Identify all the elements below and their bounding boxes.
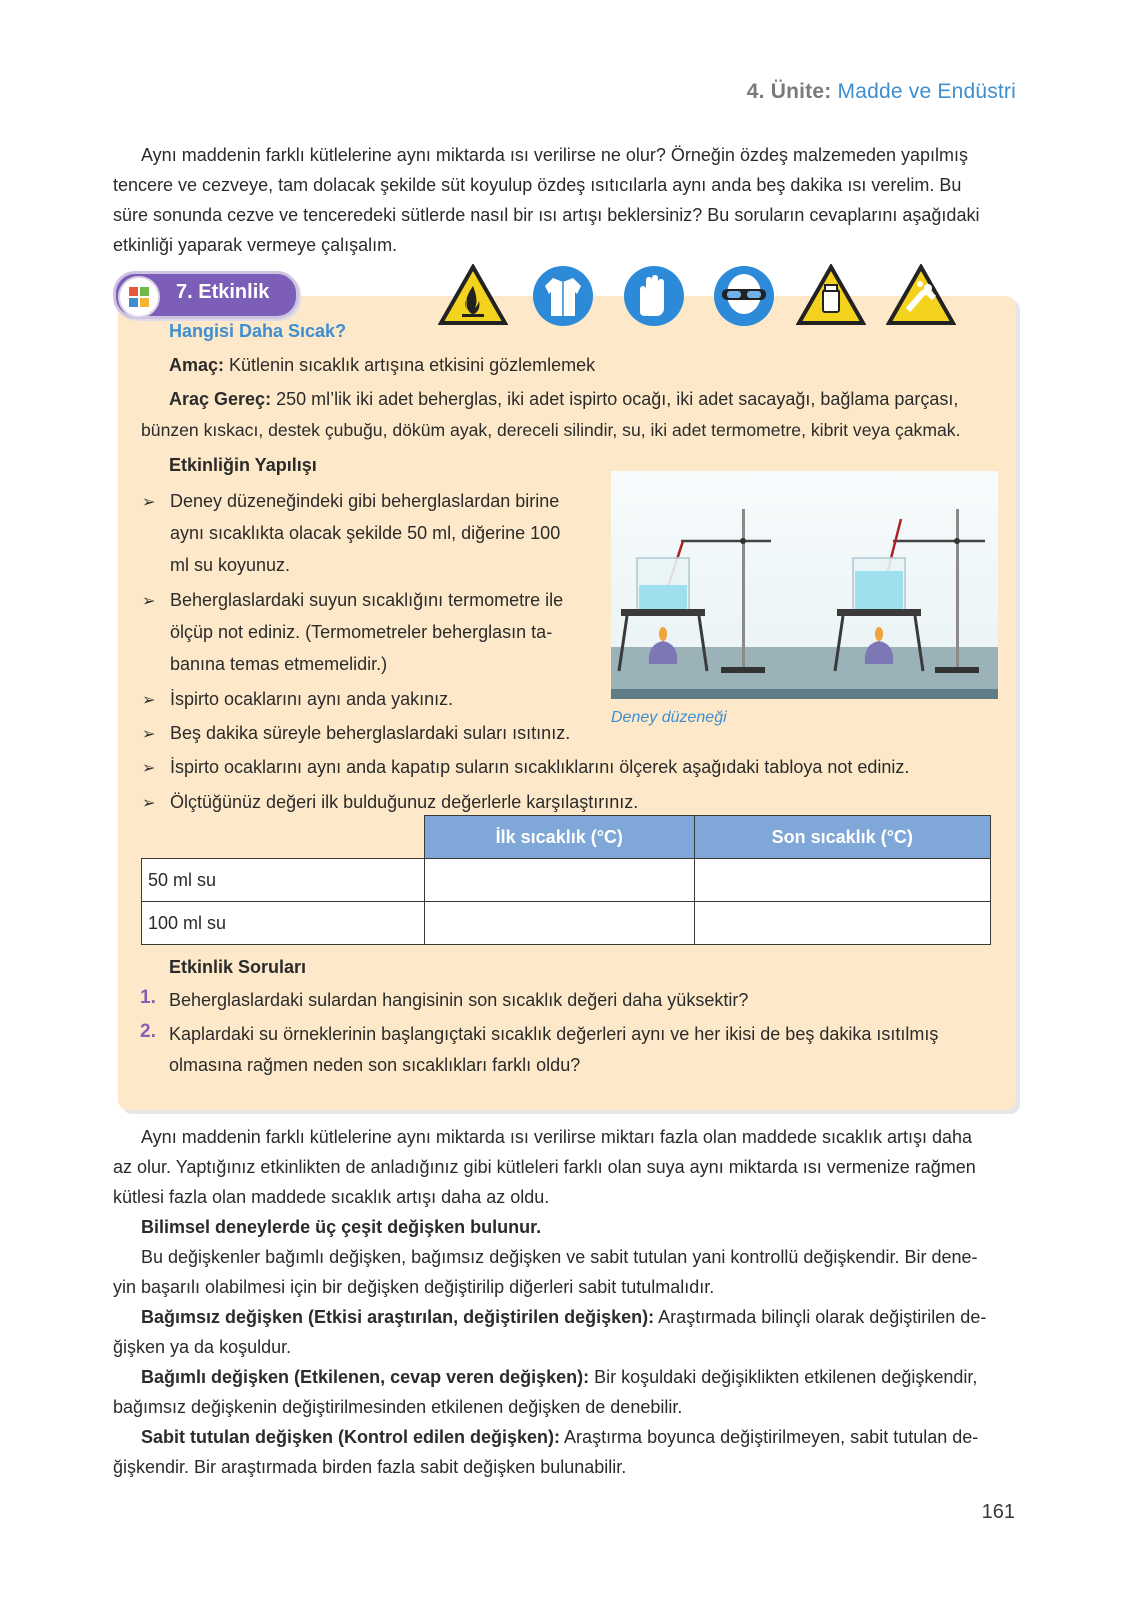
body-paragraph-2: Bu değişkenler bağımlı değişken, bağımsız değişken ve sabit tutulan yani kontrollü değişkendir. Bir dene- yin başarılı olabilmesi için bir değişken değiştirilip diğerleri sabit tutulmalıdır. (113, 1247, 978, 1297)
lab-coat-icon (531, 264, 595, 328)
flammable-warning-icon (438, 264, 508, 326)
safety-icons (446, 264, 1006, 334)
question-text: Beherglaslardaki sulardan hangisinin son sıcaklık değeri daha yüksektir? (169, 990, 749, 1010)
list-item: ➢ Deney düzeneğindeki gibi beherglaslardan birine (142, 485, 559, 519)
list-item-cont: aynı sıcaklıkta olacak şekilde 50 ml, diğerine 100 (170, 523, 561, 543)
table-header-cell: İlk sıcaklık (°C) (425, 816, 695, 859)
body-paragraph-1: Aynı maddenin farklı kütlelerine aynı miktarda ısı verilirse miktarı fazla olan maddede sıcaklık artışı daha az olur. Yaptığınız etkinlikten de anladığınız gibi kütleleri farklı olan suya aynı miktarda ısı vermenize rağmen kütlesi fazla olan maddede sıcaklık artışı daha az oldu. (113, 1127, 976, 1207)
list-item: ➢ İspirto ocaklarını aynı anda yakınız. (142, 683, 453, 717)
data-table (141, 815, 991, 945)
table-row-label: 50 ml su (142, 859, 425, 902)
arrow-bullet-icon: ➢ (142, 692, 156, 709)
tools-text: 250 ml’lik iki adet beherglas, iki adet ispirto ocağı, iki adet sacayağı, bağlama parçası, (271, 389, 959, 409)
activity-icon (118, 276, 160, 318)
tools-line (169, 384, 958, 414)
list-item: ➢ Ölçtüğünüz değeri ilk bulduğunuz değerlerle karşılaştırınız. (142, 786, 638, 820)
unit-topic: Madde ve Endüstri (837, 80, 1016, 103)
intro-line: Aynı maddenin farklı kütlelerine aynı miktarda ısı verilirse ne olur? Örneğin özdeş malzemeden yapılmış (141, 145, 969, 165)
table-cell[interactable] (425, 859, 695, 902)
table-row-label: 100 ml su (142, 902, 425, 945)
image-caption: Deney düzeneği (611, 709, 727, 726)
safety-goggles-icon (712, 264, 776, 328)
intro-paragraph (113, 140, 1019, 260)
list-item-cont: ölçüp not ediniz. (Termometreler beherglasın ta- (170, 622, 553, 642)
arrow-bullet-icon: ➢ (142, 494, 156, 511)
independent-variable-def: Bağımsız değişken (Etkisi araştırılan, değiştirilen değişken): Araştırmada bilinçli olarak değiştirilen de- ğişken ya da koşuldur. (113, 1307, 987, 1357)
question-number: 1. (140, 987, 156, 1008)
aim-text: Kütlenin sıcaklık artışına etkisini gözlemlemek (224, 355, 596, 375)
activity-title: Hangisi Daha Sıcak? (169, 321, 347, 341)
arrow-bullet-icon: ➢ (142, 726, 156, 743)
dependent-variable-def: Bağımlı değişken (Etkilenen, cevap veren değişken): Bir koşuldaki değişiklikten etkilenen değişkendir, bağımsız değişkenin değiştirilmesinden etkilenen değişken de denebilir. (113, 1367, 978, 1417)
table-cell[interactable] (425, 902, 695, 945)
aim-line (169, 350, 595, 380)
arrow-bullet-icon: ➢ (142, 760, 156, 777)
tools-label: Araç Gereç: (169, 389, 272, 409)
list-item: ➢ Beş dakika süreyle beherglaslardaki suları ısıtınız. (142, 717, 570, 751)
experiment-setup-image (611, 471, 998, 699)
intro-line: etkinliği yaparak vermeye çalışalım. (113, 235, 398, 255)
tools-line-2: bünzen kıskacı, destek çubuğu, döküm ayak, dereceli silindir, su, iki adet termometre, kibrit veya çakmak. (141, 420, 961, 440)
activity-badge (113, 271, 299, 319)
aim-label: Amaç: (169, 355, 225, 375)
table-header-cell: Son sıcaklık (°C) (694, 816, 990, 859)
page-header (747, 80, 1016, 104)
activity-badge-label: 7. Etkinlik (176, 281, 270, 303)
arrow-bullet-icon: ➢ (142, 795, 156, 812)
page-number: 161 (981, 1501, 1015, 1523)
question-number: 2. (140, 1021, 156, 1042)
controlled-variable-def: Sabit tutulan değişken (Kontrol edilen değişken): Araştırma boyunca değiştirilmeyen, sabit tutulan de- ğişkendir. Bir araştırmada birden fazla sabit değişken bulunabilir. (113, 1427, 979, 1477)
hot-surface-warning-icon (886, 264, 956, 326)
table-corner (142, 816, 425, 859)
table-cell[interactable] (694, 902, 990, 945)
questions-title: Etkinlik Soruları (169, 957, 307, 977)
list-item: ➢ Beherglaslardaki suyun sıcaklığını termometre ile (142, 584, 563, 618)
gloves-icon (622, 264, 686, 328)
table-row (142, 859, 991, 902)
arrow-bullet-icon: ➢ (142, 593, 156, 610)
intro-line: tencere ve cezveye, tam dolacak şekilde süt koyulup özdeş ısıtıcılarla aynı anda beş dakika ısı verelim. Bu (113, 175, 962, 195)
intro-line: süre sonunda cezve ve tenceredeki sütlerde nasıl bir ısı artışı beklersiniz? Bu soruların cevaplarını aşağıdaki (113, 205, 980, 225)
variables-heading: Bilimsel deneylerde üç çeşit değişken bulunur. (141, 1217, 542, 1237)
table-header-row (142, 816, 991, 859)
list-item-cont: banına temas etmemelidir.) (170, 654, 388, 674)
unit-label: 4. Ünite: (746, 80, 832, 103)
question-text: Kaplardaki su örneklerinin başlangıçtaki sıcaklık değerleri aynı ve her ikisi de beş dakika ısıtılmış olmasına rağmen neden son sıcaklıkları farklı oldu? (169, 1024, 939, 1075)
heat-warning-icon (796, 264, 866, 326)
procedure-title: Etkinliğin Yapılışı (169, 455, 317, 475)
list-item-cont: ml su koyunuz. (170, 555, 291, 575)
list-item: ➢ İspirto ocaklarını aynı anda kapatıp suların sıcaklıklarını ölçerek aşağıdaki tabloya not ediniz. (142, 751, 909, 785)
table-cell[interactable] (694, 859, 990, 902)
table-row (142, 902, 991, 945)
